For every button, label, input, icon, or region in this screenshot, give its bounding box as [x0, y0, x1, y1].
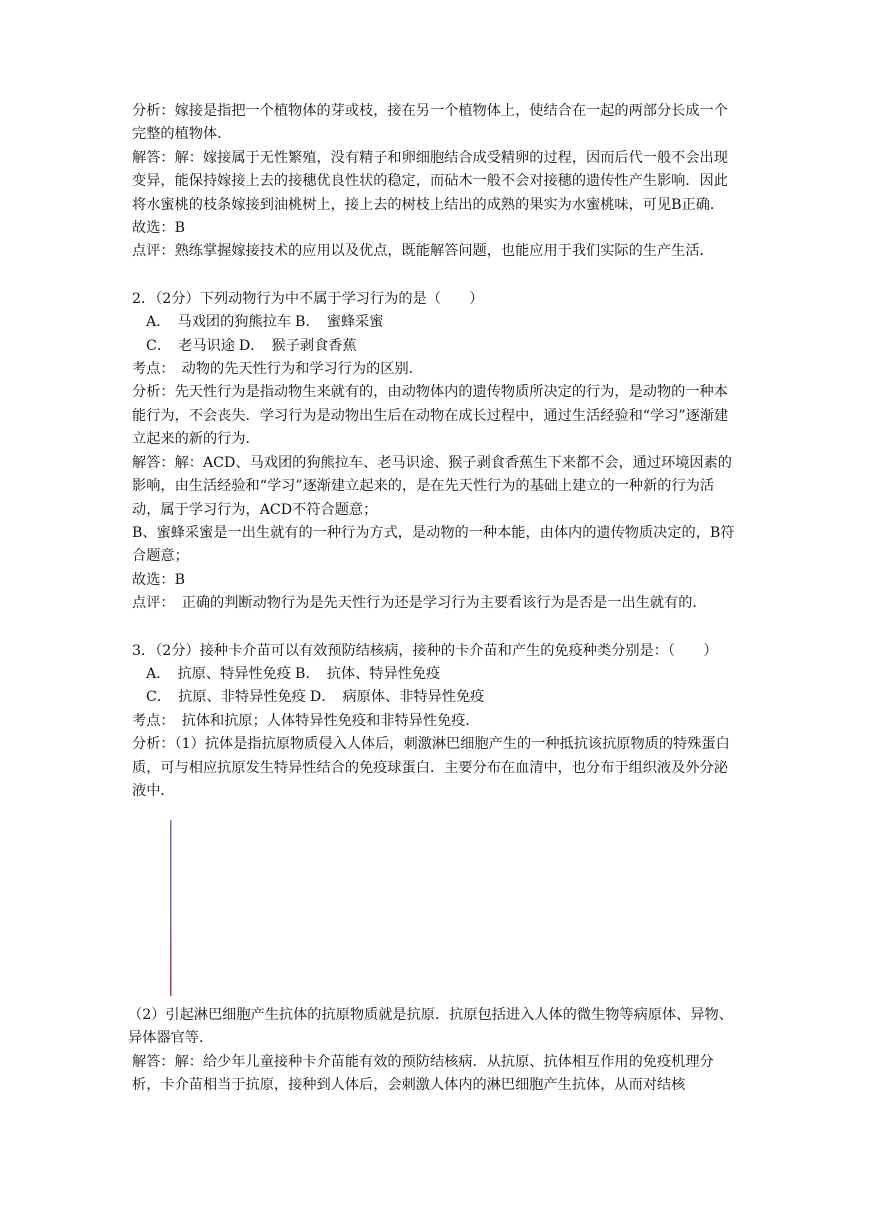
q2-comment: 点评： 正确的判断动物行为是先天性行为还是学习行为主要看该行为是否是一出生就有的．: [132, 595, 707, 612]
q3-option-d: D． 病原体、非特异性免疫: [309, 689, 485, 706]
q1-choice: 故选：B: [132, 220, 185, 237]
q2-option-d: D． 猴子剥食香蕉: [238, 337, 357, 354]
q3-analysis-1: 分析：（1）抗体是指抗原物质侵入人体后，刺激淋巴细胞产生的一种抵抗该抗原物质的特殊蛋白质，可与相应抗原发生特异性结合的免疫球蛋白．主要分布在血清中，也分布于组织液及外分泌液中．: [132, 736, 730, 799]
q1-answer: 解答：解：嫁接属于无性繁殖，没有精子和卵细胞结合成受精卵的过程，因而后代一般不会出现变异，能保持嫁接上去的接穗优良性状的稳定，而砧木一般不会对接穗的遗传性产生影响．因此将水蜜桃的枝条嫁接到油桃树上，接上去的树枝上结出的成熟的果实为水蜜桃味，可见B正确．: [132, 149, 728, 213]
q2-analysis: 分析：先天性行为是指动物生来就有的，由动物体内的遗传物质所决定的行为，是动物的一种本能行为，不会丧失．学习行为是动物出生后在动物在成长过程中，通过生活经验和“学习”逐渐建立起来的新的行为．: [132, 384, 729, 448]
spacer: [132, 264, 742, 288]
q3-options-row-1: [132, 663, 742, 686]
q2-option-c: C． 老马识途: [146, 337, 235, 354]
document-page: [132, 100, 742, 803]
figure-line-graphic: [169, 820, 173, 996]
q3-answer: 解答：解：给少年儿童接种卡介苗能有效的预防结核病．从抗原、抗体相互作用的免疫机理分析，卡介苗相当于抗原，接种到人体后，会刺激人体内的淋巴细胞产生抗体，从而对结核: [132, 1053, 714, 1094]
q3-analysis-2: （2）引起淋巴细胞产生抗体的抗原物质就是抗原．抗原包括进入人体的微生物等病原体、异物、异体器官等．: [128, 1007, 733, 1047]
q1-comment: 点评：熟练掌握嫁接技术的应用以及优点，既能解答问题，也能应用于我们实际的生产生活．: [132, 243, 714, 260]
q2-options-row-1: [132, 311, 742, 334]
q3-point: 考点： 抗体和抗原；人体特异性免疫和非特异性免疫．: [132, 712, 480, 729]
q2-choice: 故选：B: [132, 571, 185, 588]
q2-stem: 2．（2分）下列动物行为中不属于学习行为的是（ ）: [132, 290, 484, 307]
q2-option-a: A． 马戏团的狗熊拉车: [146, 314, 292, 331]
q2-options-row-2: [132, 335, 742, 358]
q3-options-row-2: [132, 686, 742, 709]
q2-answer-2: B、蜜蜂采蜜是一出生就有的一种行为方式，是动物的一种本能，由体内的遗传物质决定的，B符合题意；: [132, 524, 735, 565]
q2-answer-1: 解答：解：ACD、马戏团的狗熊拉车、老马识途、猴子剥食香蕉生下来都不会，通过环境因素的影响，由生活经验和“学习”逐渐建立起来的，是在先天性行为的基础上建立的一种新的行为活动，属于学习行为，ACD不符合题意；: [132, 454, 732, 518]
q3-stem: 3．（2分）接种卡介苗可以有效预防结核病，接种的卡介苗和产生的免疫种类分别是：（ ）: [132, 642, 718, 659]
spacer: [132, 616, 742, 640]
q3-option-a: A． 抗原、特异性免疫: [146, 665, 292, 682]
q2-point: 考点： 动物的先天性行为和学习行为的区别．: [132, 361, 423, 378]
q3-option-b: B． 抗体、特异性免疫: [295, 665, 441, 682]
q3-option-c: C． 抗原、非特异性免疫: [146, 689, 306, 706]
q1-analysis: 分析：嫁接是指把一个植物体的芽或枝，接在另一个植物体上，使结合在一起的两部分长成一个完整的植物体．: [132, 103, 728, 143]
figure-vertical-line: [169, 820, 173, 996]
document-page-lower: [128, 1004, 742, 1098]
q2-option-b: B． 蜜蜂采蜜: [295, 314, 384, 331]
